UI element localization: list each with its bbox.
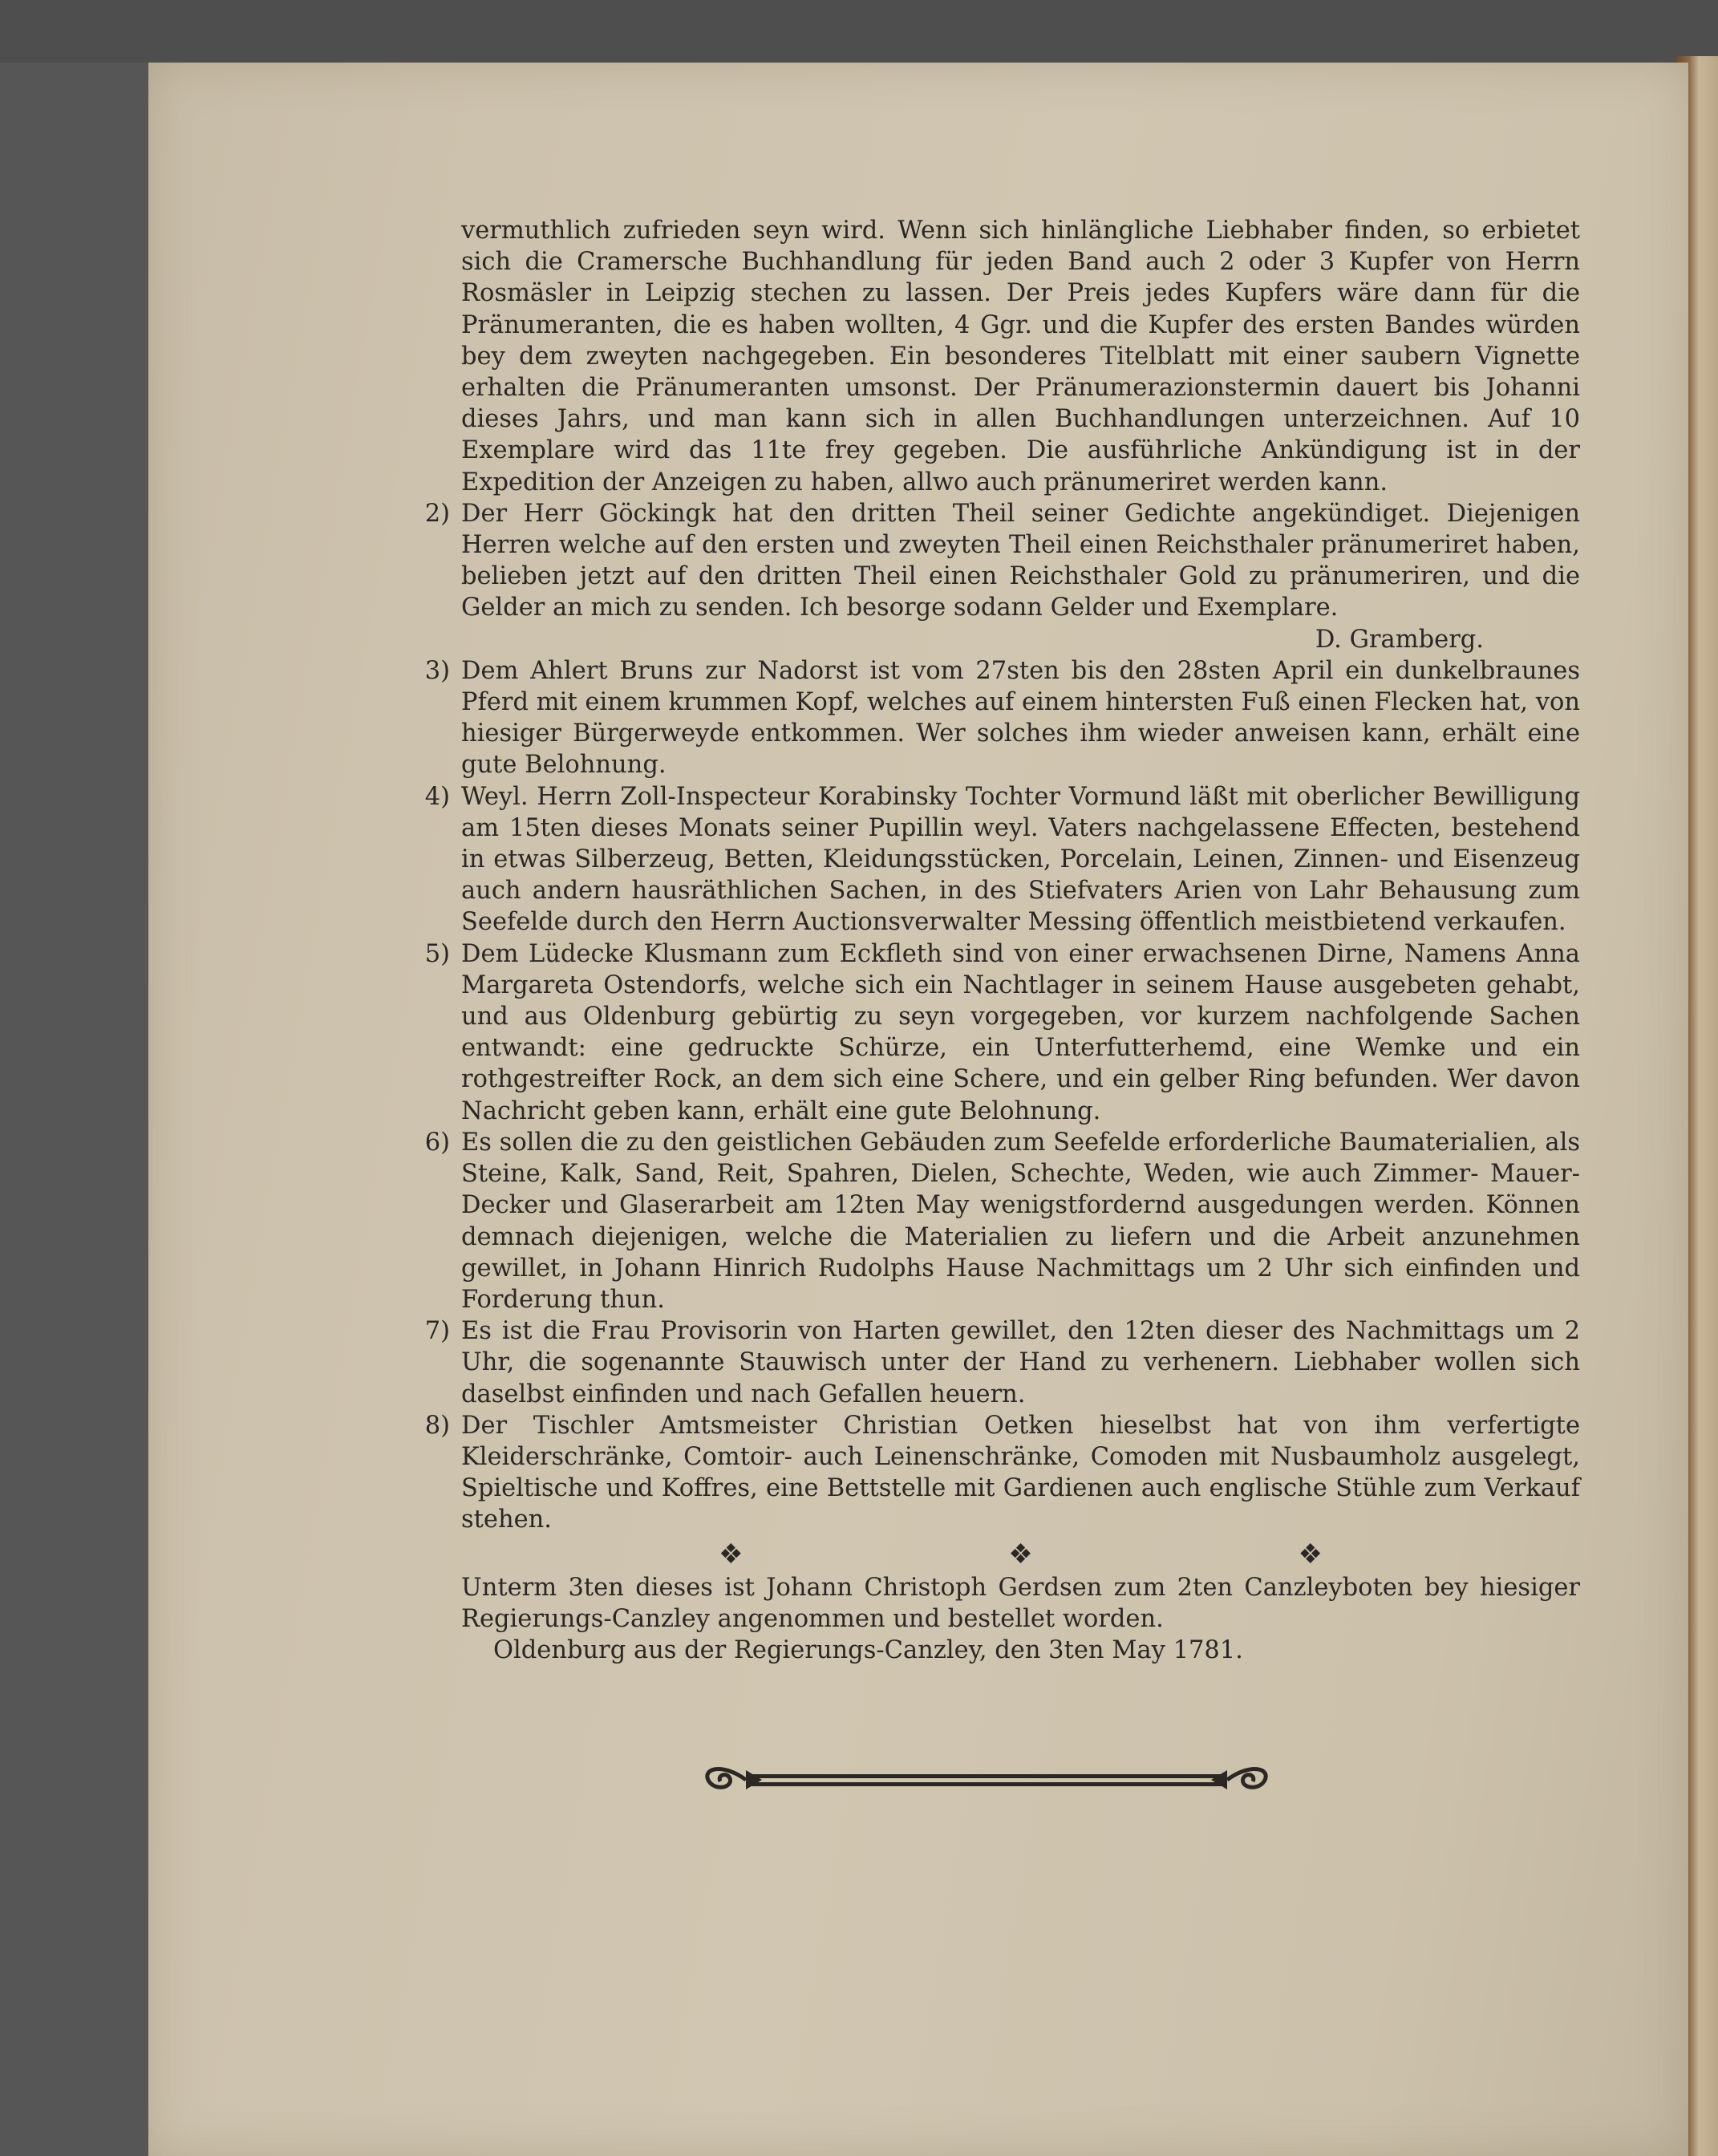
item-text: Es sollen die zu den geistlichen Gebäuden zum Seefelde erforderliche Baumaterialien, als Steine, Kalk, Sand, Reit, Spahren, Dielen, Schechte, Weden, wie auch Zimmer- Mauer- Decker und Glaserarbeit am 12ten May wenigstfordernd ausgedungen werden. Können demnach diejenigen, welche die Materialien zu liefern und die Arbeit anzunehmen gewillet, in Johann Hinrich Rudolphs Hause Nachmittags um 2 Uhr sich einfinden und Forderung thun.: [461, 1128, 1580, 1314]
item-signature: D. Gramberg.: [1315, 625, 1484, 654]
item-number: 8): [424, 1411, 450, 1440]
item-text: Der Tischler Amtsmeister Christian Oetken hieselbst hat von ihm verfertigte Kleiderschränke, Comtoir- auch Leinenschränke, Comoden mit Nusbaumholz ausgelegt, Spieltische und Koffres, eine Bettstelle mit Gardienen auch englische Stühle zum Verkauf stehen.: [461, 1411, 1580, 1534]
notice-item-4: [424, 781, 1580, 938]
closing-line: Oldenburg aus der Regierungs-Canzley, den 3ten May 1781.: [493, 1636, 1243, 1665]
item-number: 6): [424, 1128, 450, 1157]
notice-item-2: [424, 498, 1580, 655]
item-number: 3): [424, 656, 450, 685]
item-text: Der Herr Göckingk hat den dritten Theil seiner Gedichte angekündiget. Diejenigen Herren welche auf den ersten und zweyten Theil einen Reichsthaler pränumeriret haben, belieben jetzt auf den dritten Theil einen Reichsthaler Gold zu pränumeriren, und die Gelder an mich zu senden. Ich besorge sodann Gelder und Exemplare.: [461, 499, 1580, 622]
official-notice: Unterm 3ten dieses ist Johann Christoph Gerdsen zum 2ten Canzleyboten bey hiesiger Regierungs-Canzley angenommen und bestellet worden.: [461, 1573, 1580, 1633]
notice-item-8: [424, 1410, 1580, 1536]
item-number: 5): [424, 939, 450, 968]
item-text: Es ist die Frau Provisorin von Harten gewillet, den 12ten dieser des Nachmittags um 2 Uhr, die sogenannte Stauwisch unter der Hand zu verhenern. Liebhaber wollen sich daselbst einfinden und nach Gefallen heuern.: [461, 1317, 1580, 1408]
intro-paragraph: vermuthlich zufrieden seyn wird. Wenn sich hinlängliche Liebhaber finden, so erbietet sich die Cramersche Buchhandlung für jeden Band auch 2 oder 3 Kupfer von Herrn Rosmäsler in Leipzig stechen zu lassen. Der Preis jedes Kupfers wäre dann für die Pränumeranten, die es haben wollten, 4 Ggr. und die Kupfer des ersten Bandes würden bey dem zweyten nachgegeben. Ein besonderes Titelblatt mit einer saubern Vignette erhalten die Pränumeranten umsonst. Der Pränumerazionstermin dauert bis Johanni dieses Jahrs, und man kann sich in allen Buchhandlungen unterzeichnen. Auf 10 Exemplare wird das 11te frey gegeben. Die ausführliche Ankündigung ist in der Expedition der Anzeigen zu haben, allwo auch pränumeriret werden kann.: [461, 217, 1580, 496]
notice-item-3: [424, 655, 1580, 781]
item-text: Dem Ahlert Bruns zur Nadorst ist vom 27sten bis den 28sten April ein dunkelbraunes Pferd mit einem krummen Kopf, welches auf einem hintersten Fuß einen Flecken hat, von hiesiger Bürgerweyde entkommen. Wer solches ihm wieder anweisen kann, erhält eine gute Belohnung.: [461, 656, 1580, 780]
notice-item-5: [424, 938, 1580, 1127]
notice-item-7: [424, 1315, 1580, 1410]
section-separator: ❖ ❖ ❖: [718, 1538, 1452, 1570]
page-text-body: [424, 215, 1580, 1666]
item-text: Dem Lüdecke Klusmann zum Eckfleth sind von einer erwachsenen Dirne, Namens Anna Margareta Ostendorfs, welche sich ein Nachtlager in seinem Hause ausgebeten gehabt, und aus Oldenburg gebürtig zu seyn vorgegeben, vor kurzem nachfolgende Sachen entwandt: eine gedruckte Schürze, ein Unterfutterhemd, eine Wemke und ein rothgestreifter Rock, an dem sich eine Schere, und ein gelber Ring befunden. Wer davon Nachricht geben kann, erhält eine gute Belohnung.: [461, 939, 1580, 1125]
item-number: 4): [424, 782, 450, 811]
end-ornament: [698, 1761, 1275, 1799]
item-number: 2): [424, 499, 450, 528]
scan-background: [0, 0, 1718, 63]
item-text: Weyl. Herrn Zoll-Inspecteur Korabinsky Tochter Vormund läßt mit oberlicher Bewilligung am 15ten dieses Monats seiner Pupillin weyl. Vaters nachgelassene Effecten, bestehend in etwas Silberzeug, Betten, Kleidungsstücken, Porcelain, Leinen, Zinnen- und Eisenzeug auch andern hausräthlichen Sachen, in des Stiefvaters Arien von Lahr Behausung zum Seefelde durch den Herrn Auctionsverwalter Messing öffentlich meistbietend verkaufen.: [461, 782, 1580, 937]
notice-item-6: [424, 1127, 1580, 1315]
item-number: 7): [424, 1317, 450, 1346]
